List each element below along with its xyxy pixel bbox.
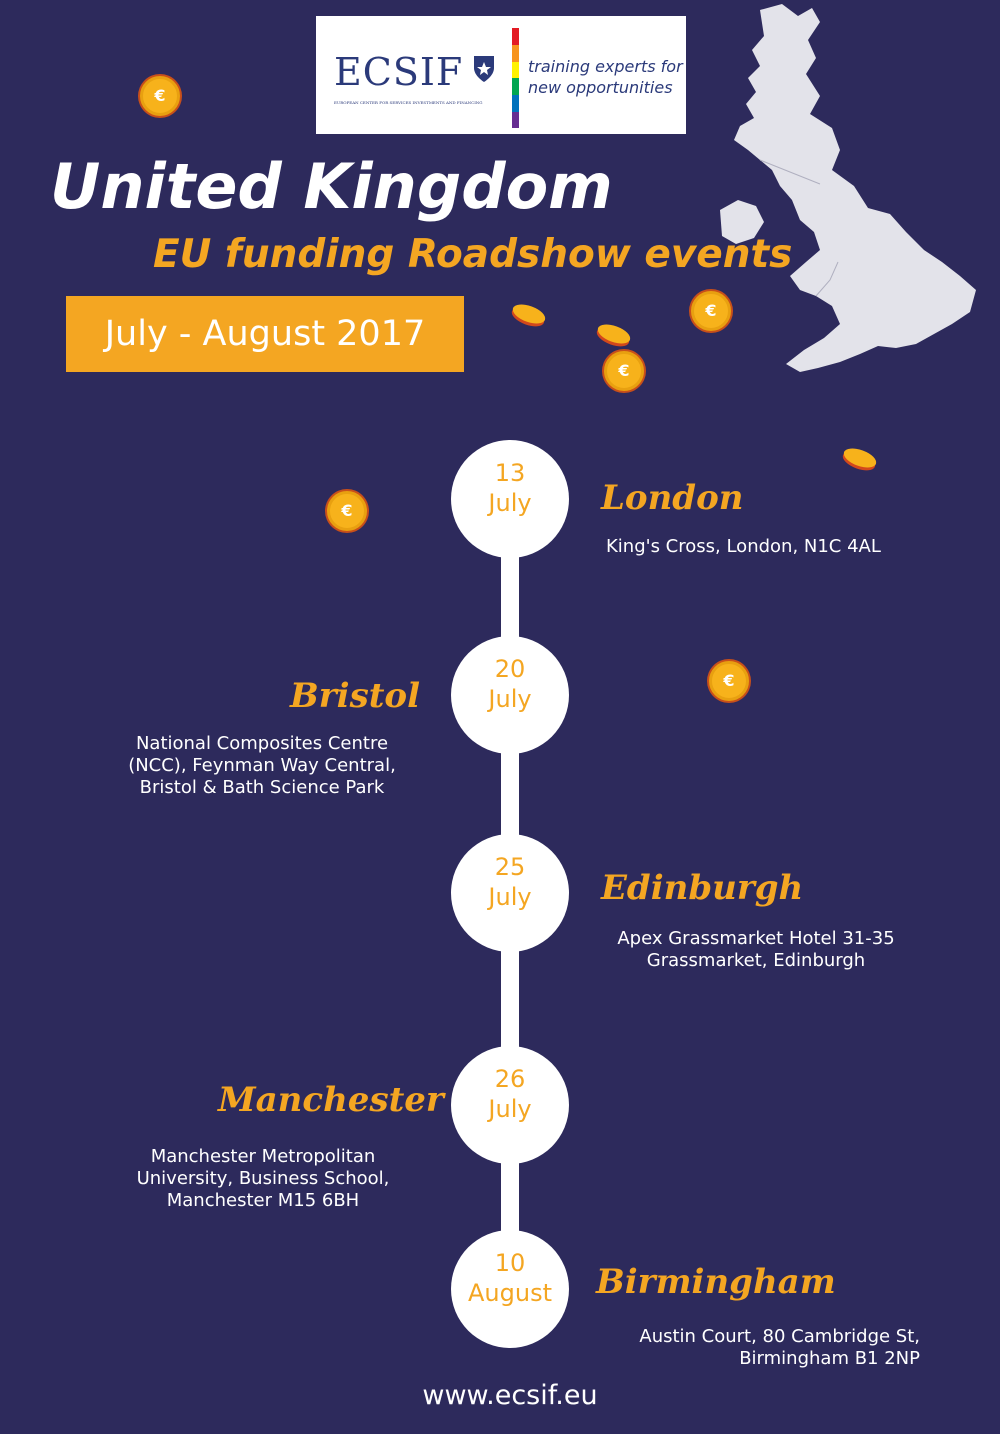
period-text: July - August 2017 — [104, 314, 426, 354]
date-text: 13 July — [488, 459, 532, 517]
city-name: Edinburgh — [601, 868, 804, 908]
city-name: Birmingham — [596, 1262, 836, 1302]
page-title: United Kingdom — [50, 150, 613, 223]
flat-coin-icon — [841, 445, 878, 472]
website-link[interactable]: www.ecsif.eu — [422, 1380, 598, 1411]
event-address: King's Cross, London, N1C 4AL — [606, 536, 881, 557]
date-text: 10 August — [468, 1249, 552, 1307]
city-name: London — [601, 478, 744, 518]
euro-coin-icon: € — [709, 661, 749, 701]
euro-coin-icon: € — [691, 291, 731, 331]
date-circle — [451, 834, 569, 952]
date-text: 20 July — [488, 655, 532, 713]
euro-coin-icon: € — [604, 351, 644, 391]
euro-coin-icon: € — [140, 76, 180, 116]
uk-map-icon — [720, 0, 1000, 380]
date-circle — [451, 636, 569, 754]
event-address: Apex Grassmarket Hotel 31-35 Grassmarket, Edinburgh — [617, 928, 895, 971]
period-banner — [66, 296, 464, 372]
date-circle — [451, 1046, 569, 1164]
city-name: Bristol — [290, 676, 421, 716]
page-subtitle: EU funding Roadshow events — [153, 232, 793, 277]
rainbow-bar-icon — [512, 28, 519, 128]
event-address: National Composites Centre (NCC), Feynman Way Central, Bristol & Bath Science Park — [128, 733, 396, 798]
logo-tagline: training experts for new opportunities — [528, 57, 683, 97]
date-circle — [451, 440, 569, 558]
flat-coin-icon — [595, 321, 632, 348]
date-circle — [451, 1230, 569, 1348]
city-name: Manchester — [218, 1080, 444, 1120]
date-text: 26 July — [488, 1065, 532, 1123]
logo-name: ECSIF — [334, 50, 464, 94]
logo-full-name: EUROPEAN CENTER FOR SERVICES INVESTMENTS AND FINANCING — [334, 100, 483, 105]
date-text: 25 July — [488, 853, 532, 911]
event-address: Austin Court, 80 Cambridge St, Birmingham B1 2NP — [639, 1326, 920, 1369]
event-address: Manchester Metropolitan University, Business School, Manchester M15 6BH — [136, 1146, 390, 1211]
euro-coin-icon: € — [327, 491, 367, 531]
ecsif-logo — [316, 16, 686, 134]
flat-coin-icon — [510, 301, 547, 328]
shield-icon — [472, 54, 496, 84]
